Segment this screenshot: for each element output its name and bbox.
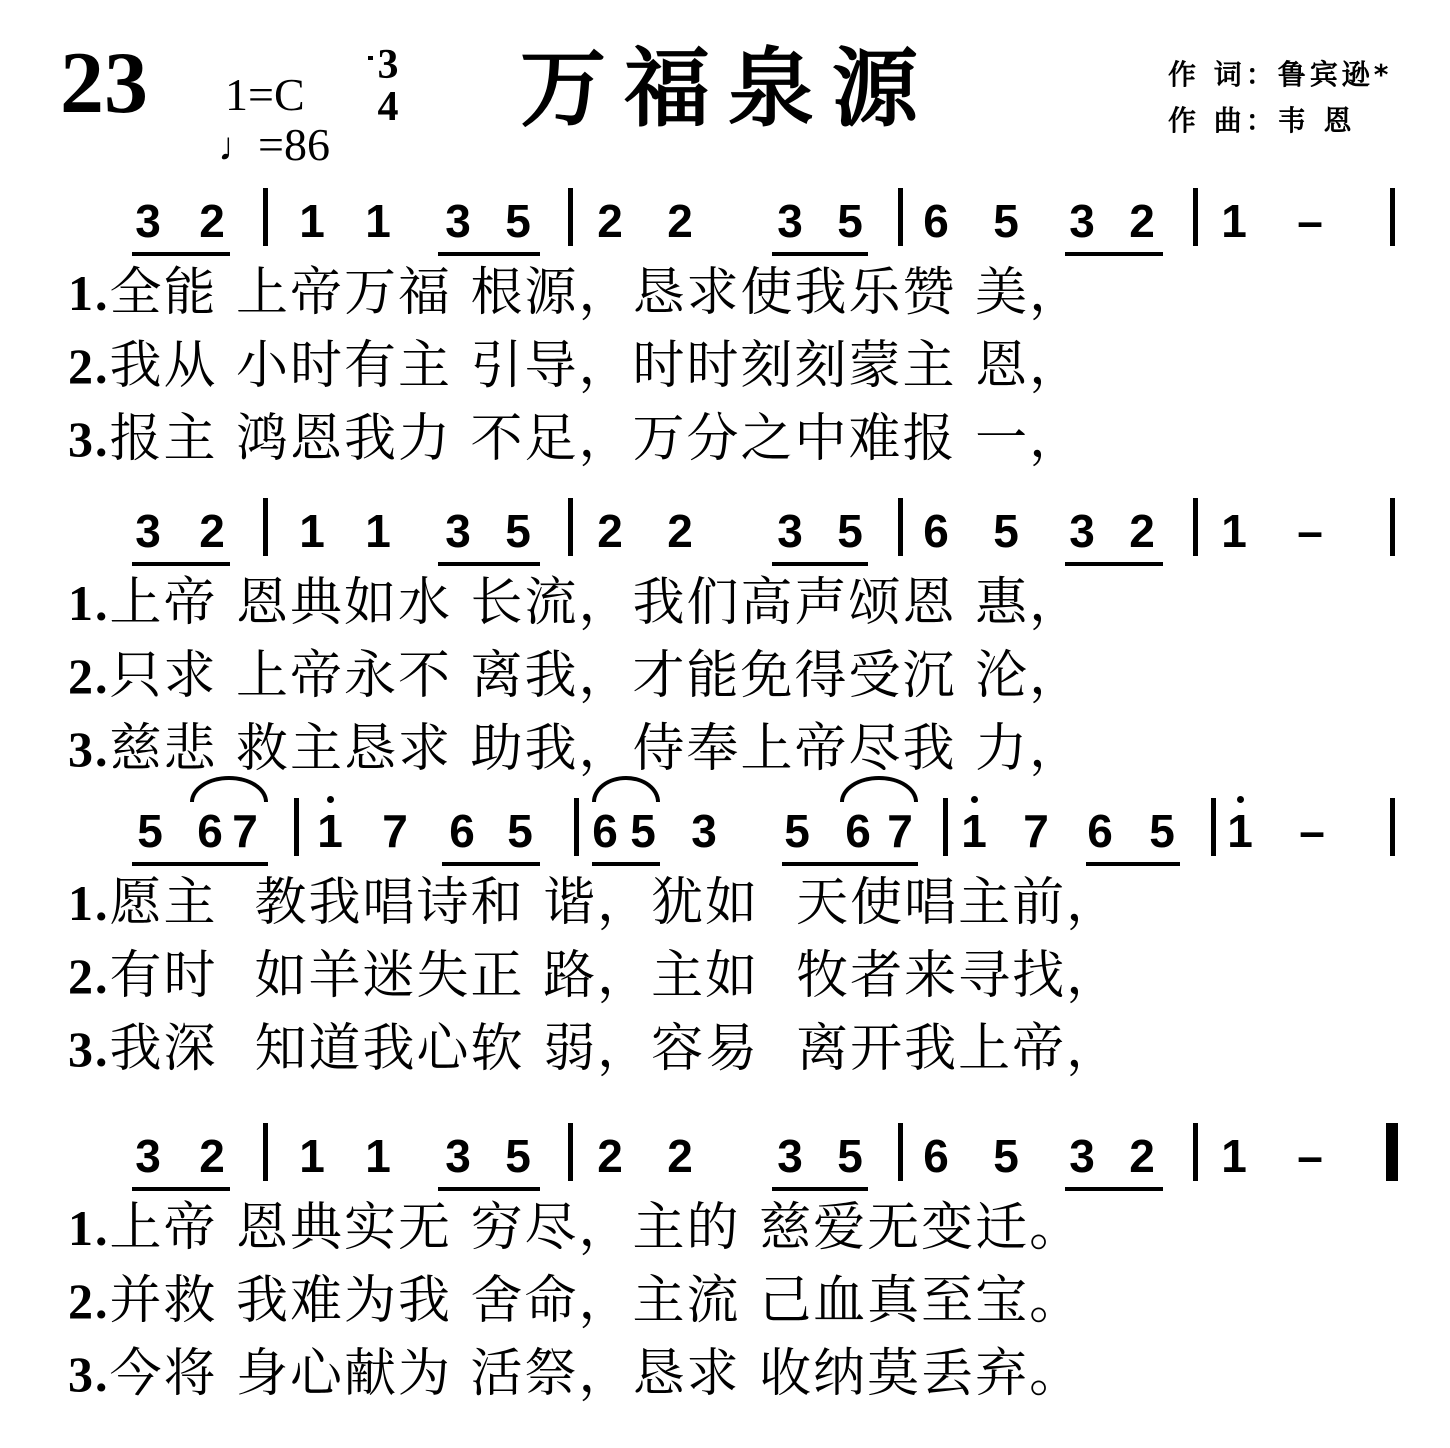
note: 5	[837, 1130, 863, 1182]
octave-dot	[327, 796, 334, 803]
notes-row	[0, 490, 1450, 570]
lyric-line	[68, 1016, 1120, 1082]
eighth-underline	[132, 1187, 230, 1191]
barline	[898, 188, 903, 246]
barline	[294, 798, 299, 856]
note: 3	[135, 505, 161, 557]
note: 2	[597, 1130, 623, 1182]
key-signature: 1=C	[225, 69, 305, 120]
barline	[1390, 498, 1395, 556]
eighth-underline	[132, 252, 230, 256]
verse-number: 2.	[68, 948, 110, 1004]
note: 3	[777, 1130, 803, 1182]
sustain-dash: –	[1297, 505, 1323, 557]
eighth-underline	[132, 562, 230, 566]
eighth-underline	[772, 562, 868, 566]
credits	[1168, 52, 1392, 144]
lyric-text: 我从 小时有主 引导，时时刻刻蒙主 恩，	[109, 336, 1084, 396]
barline	[568, 1123, 573, 1181]
eighth-underline	[772, 1187, 868, 1191]
barline	[943, 798, 948, 856]
note: 2	[1129, 1130, 1155, 1182]
note: 5	[505, 1130, 531, 1182]
note: 3	[445, 505, 471, 557]
lyric-text: 全能 上帝万福 根源，恳求使我乐赞 美，	[109, 263, 1084, 323]
barline	[263, 188, 268, 246]
lyric-line	[68, 570, 1083, 636]
note: 5	[137, 805, 163, 857]
lyric-text: 并救 我难为我 舍命，主流 己血真至宝。	[109, 1271, 1084, 1331]
lyric-line	[68, 406, 1083, 472]
note: 6	[923, 505, 949, 557]
note: 3	[1069, 505, 1095, 557]
verse-number: 1.	[68, 1200, 110, 1256]
note: 2	[199, 1130, 225, 1182]
lyric-text: 上帝 恩典如水 长流，我们高声颂恩 惠，	[109, 573, 1084, 633]
note: 5	[993, 1130, 1019, 1182]
lyricist-credit: 作 词：鲁宾逊*	[1168, 58, 1393, 91]
quarter-note-icon: ♩	[218, 124, 258, 169]
lyric-line	[68, 1268, 1083, 1334]
note: 2	[1129, 195, 1155, 247]
notes-row	[0, 180, 1450, 260]
note: 7	[1023, 805, 1049, 857]
note: 1	[299, 505, 325, 557]
barline	[263, 498, 268, 556]
note: 1	[1220, 808, 1260, 854]
note: 1	[365, 1130, 391, 1182]
verse-number: 3.	[68, 411, 110, 467]
tempo-value: =86	[258, 119, 330, 170]
sustain-dash: –	[1299, 805, 1325, 857]
lyric-text: 慈悲 救主恳求 助我，侍奉上帝尽我 力，	[109, 719, 1084, 779]
verse-number: 3.	[68, 1021, 110, 1077]
octave-dot	[971, 796, 978, 803]
lyric-text: 只求 上帝永不 离我，才能免得受沉 沦，	[109, 646, 1084, 706]
sustain-dash: –	[1297, 195, 1323, 247]
eighth-underline	[438, 252, 540, 256]
final-barline	[1386, 1123, 1398, 1181]
eighth-underline	[1086, 862, 1180, 866]
note: 3	[777, 195, 803, 247]
barline	[1390, 798, 1395, 856]
eighth-underline	[1065, 1187, 1163, 1191]
lyric-text: 今将 身心献为 活祭，恳求 收纳莫丢弃。	[109, 1344, 1084, 1404]
barline	[1193, 1123, 1198, 1181]
lyric-text: 愿主 教我唱诗和 谐，犹如 天使唱主前，	[109, 873, 1121, 933]
note: 2	[597, 195, 623, 247]
lyric-text: 报主 鸿恩我力 不足，万分之中难报 一，	[109, 409, 1084, 469]
lyric-line	[68, 943, 1120, 1009]
eighth-underline	[442, 862, 540, 866]
barline	[1193, 498, 1198, 556]
lyric-line	[68, 870, 1120, 936]
sustain-dash: –	[1297, 1130, 1323, 1182]
note: 3	[1069, 1130, 1095, 1182]
note: 1	[1221, 195, 1247, 247]
barline	[568, 188, 573, 246]
note: 1	[954, 808, 994, 854]
note: 1	[299, 195, 325, 247]
barline	[1390, 188, 1395, 246]
lyric-text: 有时 如羊迷失正 路，主如 牧者来寻找，	[109, 946, 1121, 1006]
note: 5	[1149, 805, 1175, 857]
lyric-line	[68, 1341, 1083, 1407]
verse-number: 2.	[68, 1273, 110, 1329]
note: 3	[445, 195, 471, 247]
note: 1	[365, 505, 391, 557]
note: 6	[449, 805, 475, 857]
note: 1	[1221, 1130, 1247, 1182]
note: 1	[299, 1130, 325, 1182]
barline	[1193, 188, 1198, 246]
lyric-line	[68, 260, 1083, 326]
tempo-marking	[218, 119, 330, 170]
note: 2	[597, 505, 623, 557]
note: 1	[1221, 505, 1247, 557]
note: 2	[199, 195, 225, 247]
note: 3	[135, 195, 161, 247]
note: 2	[667, 505, 693, 557]
note: 6	[197, 805, 223, 857]
lyric-line	[68, 716, 1083, 782]
verse-number: 2.	[68, 338, 110, 394]
note: 6	[923, 1130, 949, 1182]
verse-number: 3.	[68, 1346, 110, 1402]
note: 5	[837, 505, 863, 557]
verse-number: 1.	[68, 875, 110, 931]
eighth-underline	[132, 862, 268, 866]
octave-dot	[1237, 796, 1244, 803]
eighth-underline	[438, 1187, 540, 1191]
note: 7	[232, 805, 258, 857]
lyric-text: 上帝 恩典实无 穷尽，主的 慈爱无变迁。	[109, 1198, 1084, 1258]
verse-number: 3.	[68, 721, 110, 777]
hymn-number: 23	[60, 35, 148, 132]
note: 3	[777, 505, 803, 557]
barline	[574, 798, 579, 856]
note: 6	[923, 195, 949, 247]
barline	[568, 498, 573, 556]
note: 5	[837, 195, 863, 247]
note: 1	[365, 195, 391, 247]
eighth-underline	[782, 862, 918, 866]
note: 2	[667, 195, 693, 247]
note: 3	[445, 1130, 471, 1182]
lyric-line	[68, 333, 1083, 399]
note: 5	[505, 195, 531, 247]
eighth-underline	[1065, 562, 1163, 566]
notes-row	[0, 1115, 1450, 1195]
eighth-underline	[592, 862, 660, 866]
note: 5	[630, 805, 656, 857]
note: 5	[993, 195, 1019, 247]
note: 3	[691, 805, 717, 857]
lyric-line	[68, 1195, 1083, 1261]
note: 2	[199, 505, 225, 557]
note: 7	[382, 805, 408, 857]
eighth-underline	[1065, 252, 1163, 256]
note: 6	[592, 805, 618, 857]
note: 6	[1087, 805, 1113, 857]
verse-number: 1.	[68, 265, 110, 321]
note: 3	[135, 1130, 161, 1182]
barline	[898, 1123, 903, 1181]
note: 2	[1129, 505, 1155, 557]
barline	[263, 1123, 268, 1181]
composer-credit: 作 曲：韦 恩	[1168, 104, 1356, 137]
hymn-header	[0, 0, 1450, 180]
eighth-underline	[772, 252, 868, 256]
note: 1	[310, 808, 350, 854]
note: 5	[507, 805, 533, 857]
note: 5	[784, 805, 810, 857]
meter-denominator: 4	[377, 84, 399, 130]
meter-numerator: 3	[377, 42, 399, 88]
barline	[898, 498, 903, 556]
hymn-title: 万福泉源	[520, 39, 936, 139]
time-signature	[368, 44, 408, 128]
note: 3	[1069, 195, 1095, 247]
note: 5	[505, 505, 531, 557]
note: 2	[667, 1130, 693, 1182]
lyric-line	[68, 643, 1083, 709]
note: 6	[845, 805, 871, 857]
barline	[1211, 798, 1216, 856]
notes-row	[0, 790, 1450, 870]
verse-number: 2.	[68, 648, 110, 704]
note: 5	[993, 505, 1019, 557]
eighth-underline	[438, 562, 540, 566]
meter-divider	[368, 56, 373, 60]
lyric-text: 我深 知道我心软 弱，容易 离开我上帝，	[109, 1019, 1121, 1079]
note: 7	[887, 805, 913, 857]
verse-number: 1.	[68, 575, 110, 631]
